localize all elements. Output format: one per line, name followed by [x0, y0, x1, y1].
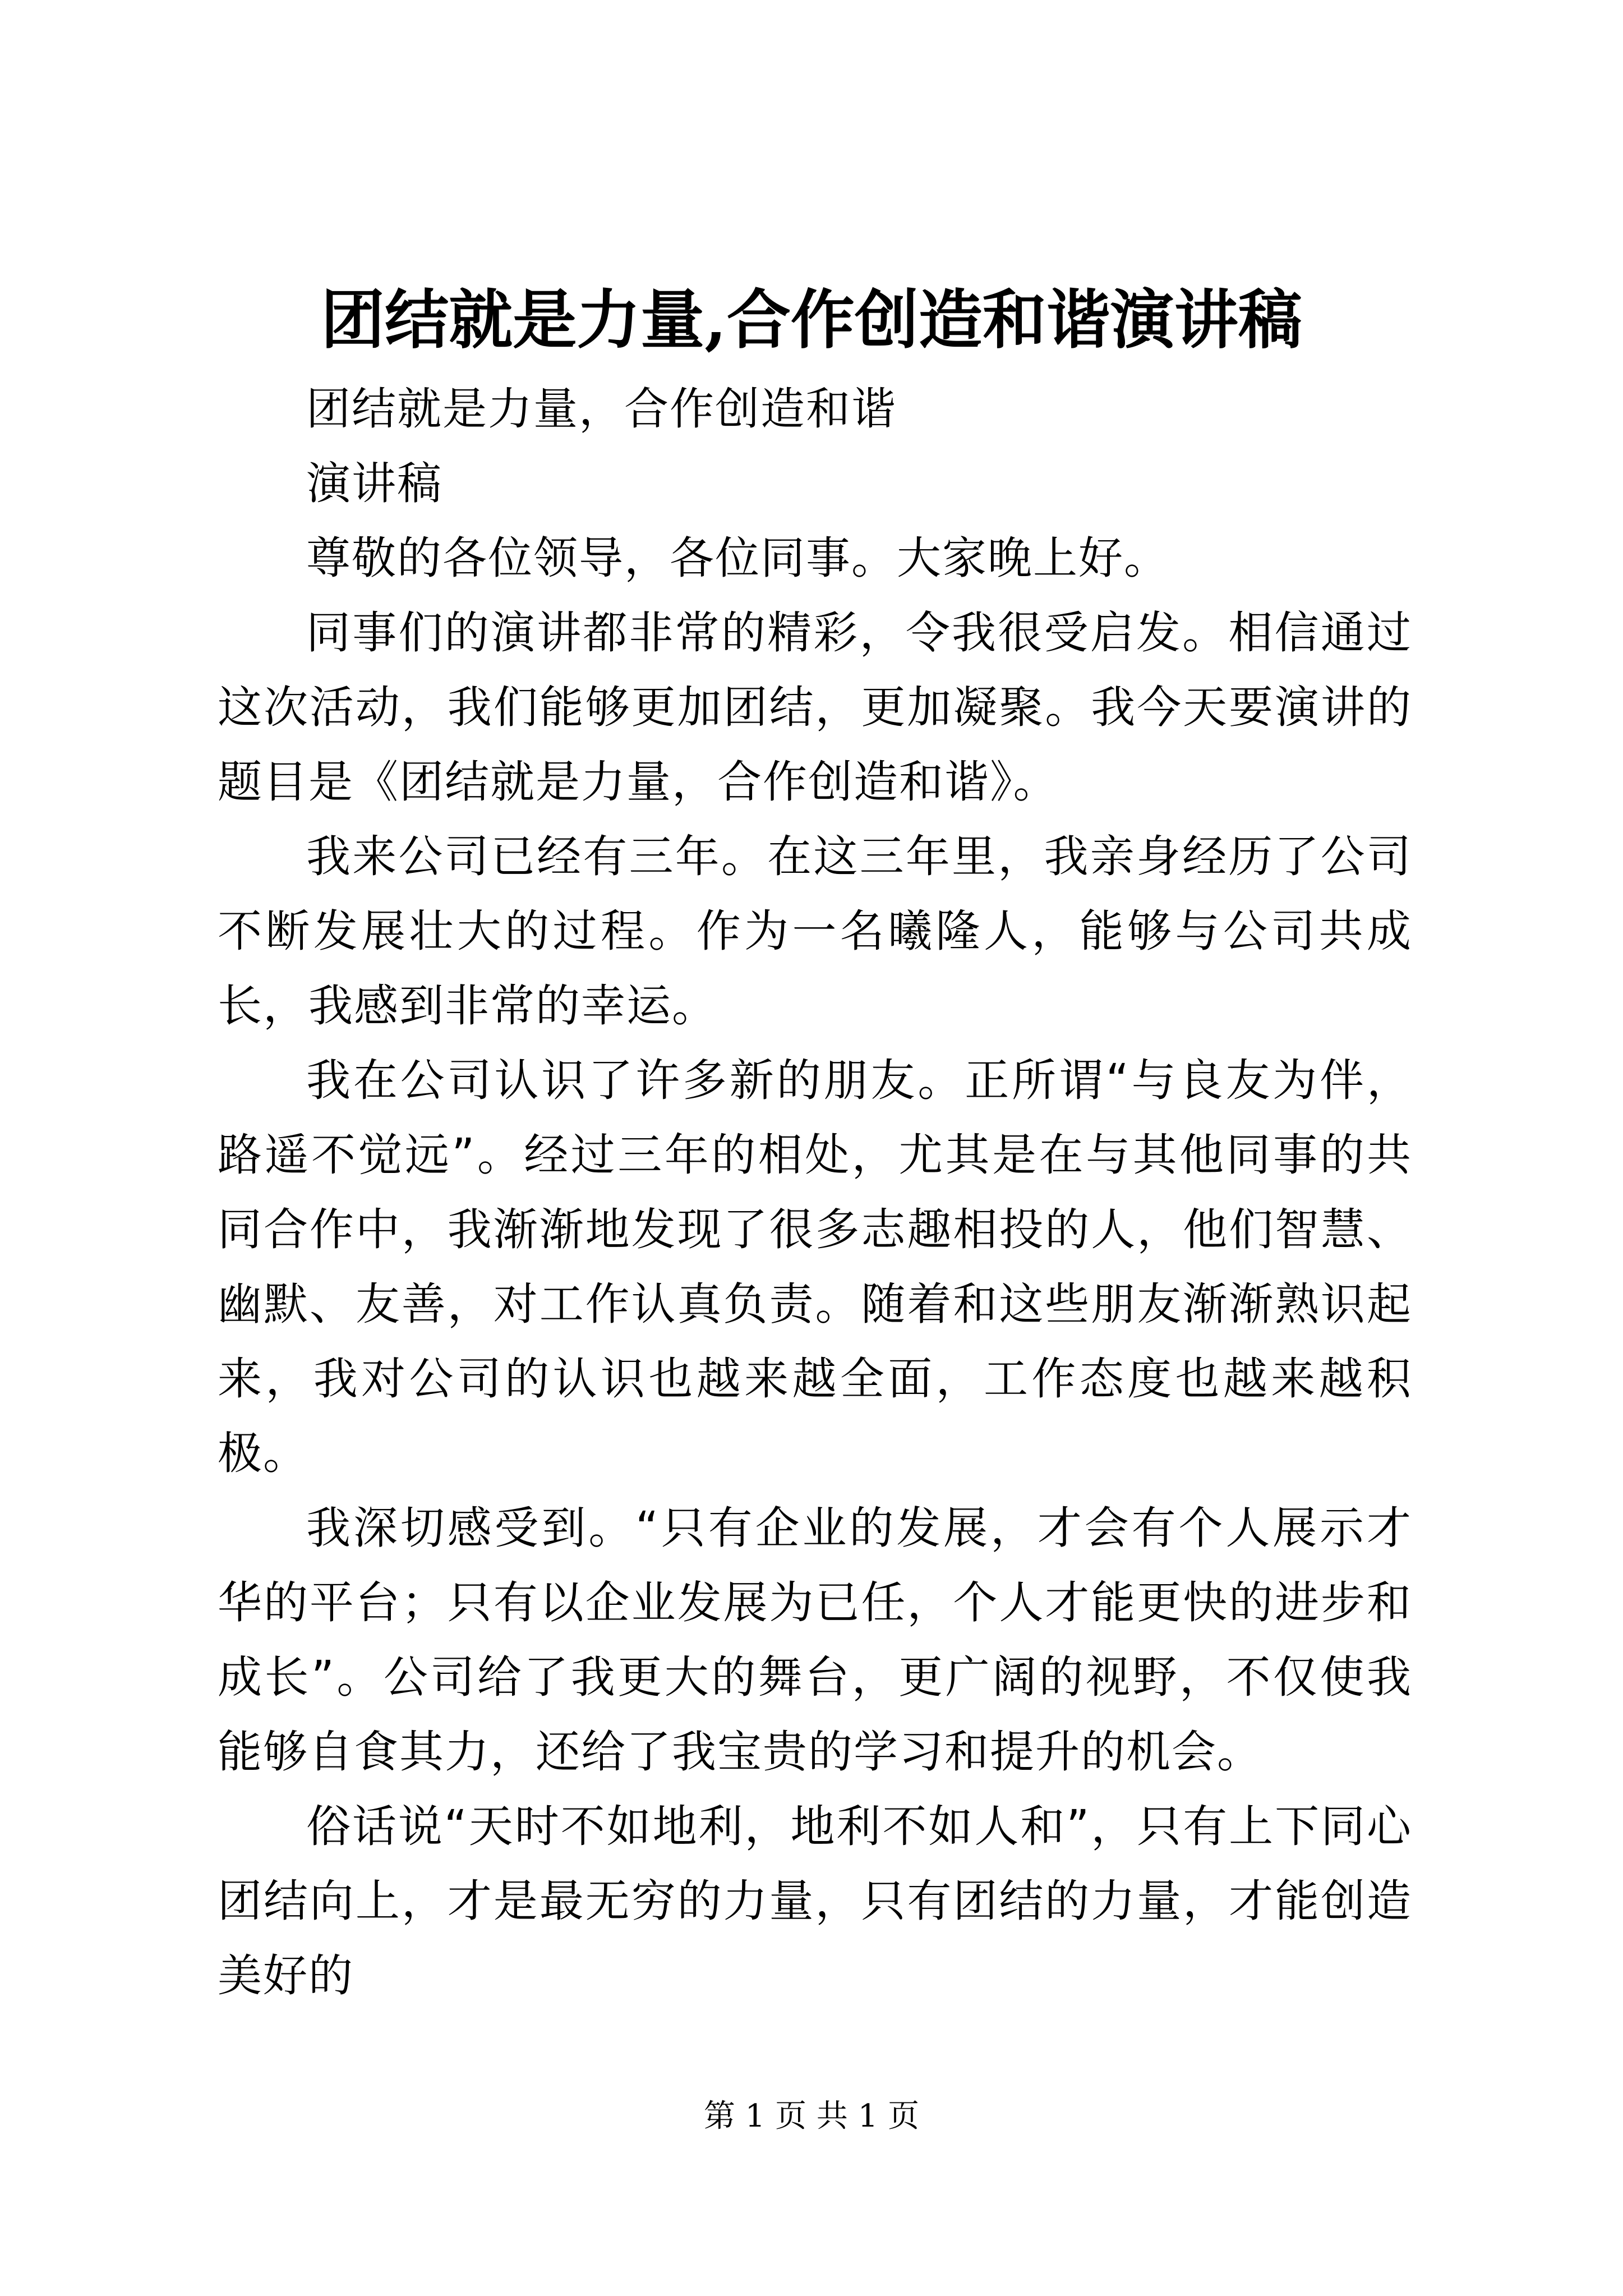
document-title: 团结就是力量,合作创造和谐演讲稿 [321, 282, 1302, 357]
paragraph: 俗话说“天时不如地利，地利不如人和”，只有上下同心团结向上，才是最无穷的力量，只有团结的力量，才能创造美好的 [218, 1801, 1412, 2001]
paragraph: 我在公司认识了许多新的朋友。正所谓“与良友为伴，路遥不觉远”。经过三年的相处，尤其是在与其他同事的共同合作中，我渐渐地发现了很多志趣相投的人，他们智慧、幽默、友善，对工作认真负责。随着和这些朋友渐渐熟识起来，我对公司的认识也越来越全面，工作态度也越来越积极。 [218, 1055, 1412, 1479]
page-footer: 第 1 页 共 1 页 [703, 2098, 920, 2134]
paragraph: 尊敬的各位领导，各位同事。大家晚上好。 [306, 532, 1169, 584]
paragraph: 演讲稿 [306, 458, 442, 509]
paragraph: 我深切感受到。“只有企业的发展，才会有个人展示才华的平台；只有以企业发展为已任，个人才能更快的进步和成长”。公司给了我更大的舞台，更广阔的视野，不仅使我能够自食其力，还给了我宝贵的学习和提升的机会。 [218, 1502, 1412, 1778]
paragraph: 团结就是力量，合作创造和谐 [306, 383, 897, 435]
paragraph: 同事们的演讲都非常的精彩，令我很受启发。相信通过这次活动，我们能够更加团结，更加凝聚。我今天要演讲的题目是《团结就是力量，合作创造和谐》。 [218, 607, 1412, 808]
paragraph: 我来公司已经有三年。在这三年里，我亲身经历了公司不断发展壮大的过程。作为一名曦隆人，能够与公司共成长，我感到非常的幸运。 [218, 831, 1412, 1032]
document-body [218, 372, 1412, 2013]
